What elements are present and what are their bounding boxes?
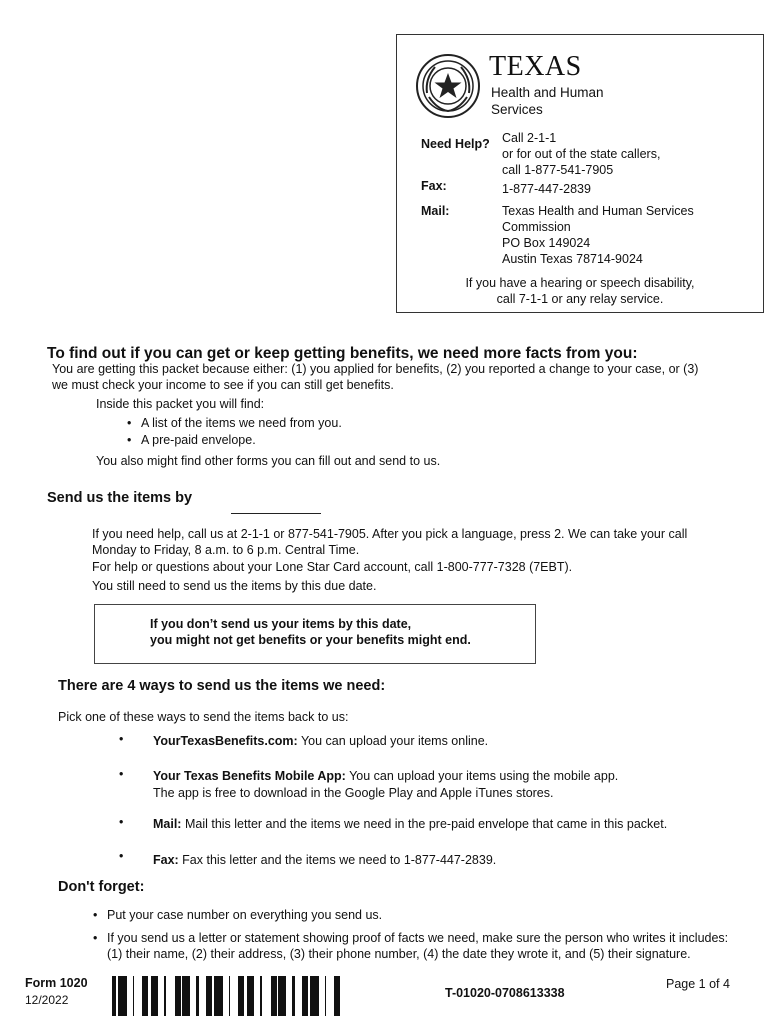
- form-date: 12/2022: [25, 993, 69, 1007]
- mail-label: Mail:: [421, 204, 450, 218]
- mail-line: Texas Health and Human Services: [502, 204, 694, 218]
- way-mobile-app: [153, 768, 618, 784]
- help-label: Need Help?: [421, 137, 490, 151]
- due-date-line: [231, 513, 321, 514]
- intro-line-2: we must check your income to see if you can still get benefits.: [52, 378, 394, 392]
- ways-heading: There are 4 ways to send us the items we need:: [58, 678, 386, 694]
- packet-item: • A list of the items we need from you.: [141, 415, 342, 431]
- way-fax-text: Fax this letter and the items we need to 1-877-447-2839.: [178, 853, 497, 867]
- warning-box: [94, 604, 536, 664]
- agency-sub-line-2: Services: [491, 102, 543, 117]
- way-website: [153, 733, 488, 749]
- texas-seal-icon: [415, 53, 481, 119]
- tracking-number: T-01020-0708613338: [445, 986, 565, 1000]
- way-mail: [153, 816, 667, 832]
- bullet-icon: •: [119, 767, 124, 781]
- mail-line: Austin Texas 78714-9024: [502, 252, 643, 266]
- way-mobile-app-text: You can upload your items using the mobile app.: [345, 769, 619, 783]
- help-text-line-2: Monday to Friday, 8 a.m. to 6 p.m. Central Time.: [92, 543, 360, 557]
- agency-name: TEXAS: [489, 51, 582, 82]
- help-line: call 1-877-541-7905: [502, 163, 614, 177]
- fax-label: Fax:: [421, 179, 447, 193]
- page-number: Page 1 of 4: [666, 977, 730, 991]
- mail-address: [502, 203, 694, 267]
- disability-note: [397, 275, 763, 307]
- bullet-icon: •: [119, 849, 124, 863]
- intro-heading: To find out if you can get or keep getting benefits, we need more facts from you:: [47, 345, 638, 362]
- other-forms-text: You also might find other forms you can fill out and send to us.: [96, 454, 441, 468]
- way-mobile-app-line-2: The app is free to download in the Google Play and Apple iTunes stores.: [153, 786, 554, 800]
- inside-packet-text: Inside this packet you will find:: [96, 397, 265, 411]
- warning-line-1: If you don’t send us your items by this date,: [150, 617, 412, 631]
- mail-line: PO Box 149024: [502, 236, 591, 250]
- send-by-heading: Send us the items by: [47, 490, 193, 506]
- way-mobile-app-title: Your Texas Benefits Mobile App:: [153, 769, 346, 783]
- bullet-icon: •: [119, 815, 124, 829]
- way-fax: [153, 852, 496, 868]
- fax-value: 1-877-447-2839: [502, 182, 591, 196]
- lonestar-text: For help or questions about your Lone Star Card account, call 1-800-777-7328 (7EBT).: [92, 560, 573, 574]
- due-date-text: You still need to send us the items by this due date.: [92, 579, 377, 593]
- bullet-icon: •: [119, 732, 124, 746]
- form-number: Form 1020: [25, 976, 88, 990]
- packet-item: • A pre-paid envelope.: [141, 432, 256, 448]
- reminder-item: • Put your case number on everything you send us.: [107, 907, 382, 923]
- reminder-item-line-2: (1) their name, (2) their address, (3) their phone number, (4) the date they wrote it, and (5) their signature.: [107, 947, 691, 961]
- way-fax-title: Fax:: [153, 853, 179, 867]
- help-line: or for out of the state callers,: [502, 147, 661, 161]
- way-website-text: You can upload your items online.: [297, 734, 489, 748]
- dont-forget-heading: Don't forget:: [58, 879, 145, 895]
- way-mail-text: Mail this letter and the items we need in the pre-paid envelope that came in this packet.: [181, 817, 668, 831]
- intro-line-1: You are getting this packet because either: (1) you applied for benefits, (2) you reported a change to your case, or (3): [52, 362, 699, 376]
- disability-line: If you have a hearing or speech disability,: [465, 276, 695, 290]
- disability-line: call 7-1-1 or any relay service.: [496, 292, 664, 306]
- contact-box: [396, 34, 764, 313]
- way-website-title: YourTexasBenefits.com:: [153, 734, 298, 748]
- ways-intro: Pick one of these ways to send the items back to us:: [58, 710, 349, 724]
- way-mail-title: Mail:: [153, 817, 182, 831]
- help-value: [502, 130, 660, 178]
- help-text-line-1: If you need help, call us at 2-1-1 or 877-541-7905. After you pick a language, press 2. We can take your call: [92, 527, 688, 541]
- reminder-item: • If you send us a letter or statement showing proof of facts we need, make sure the person who writes it includes:: [107, 930, 728, 946]
- warning-line-2: you might not get benefits or your benefits might end.: [150, 633, 471, 647]
- agency-sub-line-1: Health and Human: [491, 85, 604, 100]
- barcode-icon: [112, 976, 342, 1016]
- help-line: Call 2-1-1: [502, 131, 557, 145]
- agency-logo: [415, 49, 615, 129]
- mail-line: Commission: [502, 220, 571, 234]
